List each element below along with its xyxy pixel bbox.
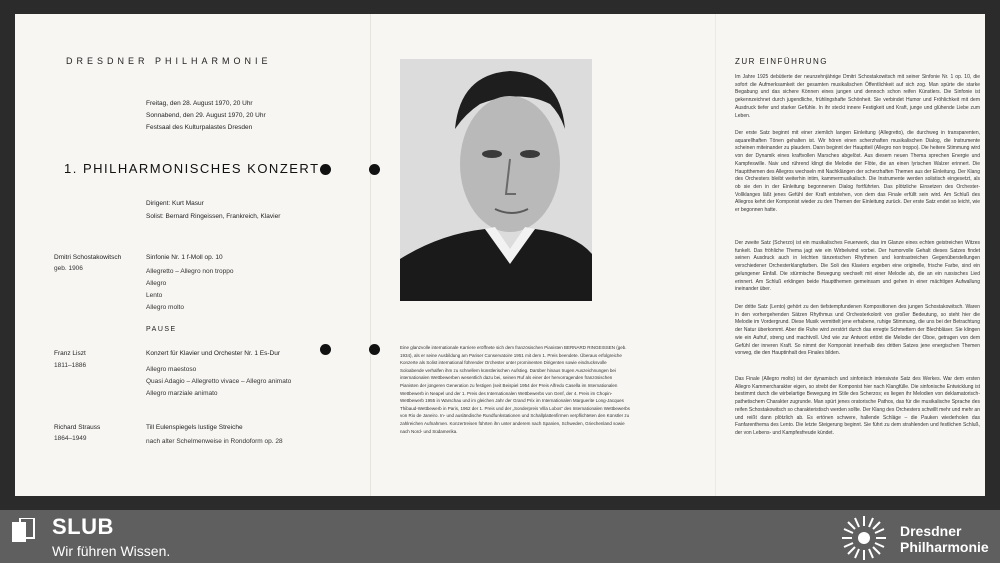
soloist-bio: Eine glanzvolle internationale Karriere eröffnete sich dem französischen Pianisten BERNARD RINGEISSEN (geb. 1934), als er seine Ausbildung am Pariser Conservatoire 1951 mit dem 1. Preis beendete. Überaus erfolgreiche Konzerte als Solist international führender Orchester unter prominenten Dirigenten sowie eindrucksvolle Soloabende verhalfen ihm zu schnellem künstlerischen Aufstieg. Darüber hinaus trugen Auszeichnungen bei internationalen Wettbewerben wesentlich dazu bei, seinen Ruf als einer der hervorragenden französischen Pianisten der jüngeren Generation zu festigen (seit Beispiel 1954 der Preis Alfredo Casella im Internationalen Wettbewerb in Neapel und der 1. Preis des Internationalen Wettbewerbs von Genf, der 4. Preis im Chopin-Wettbewerb 1955 in Warschau und im gleichen Jahr der Grand Prix im Internationalen Marguerite Long-Jacques Thibaud-Wettbewerb in Paris, 1962 der 1. Preis und der „Sonderpreis Villa Lobos“ des Internationalen Wettbewerbs von Rio de Janeiro. In- und ausländische Rundfunkstationen und Schallplattenfirmen verpflichteten den Künstler zu zahlreichen Aufnahmen. Konzertreisen führten ihn unter anderem nach Spanien, Schweden, Griechenland sowie nach Nord- und Südamerika. bbox=[400, 345, 630, 434]
movement: Quasi Adagio – Allegretto vivace – Allegro animato bbox=[146, 378, 292, 385]
composer-name: Dmitri Schostakowitsch bbox=[54, 254, 122, 261]
pause-label: PAUSE bbox=[146, 326, 177, 333]
movement: nach alter Schelmenweise in Rondoform op. 28 bbox=[146, 438, 283, 445]
movement: Allegro maestoso bbox=[146, 366, 197, 373]
intro-paragraph: Der dritte Satz (Lento) gehört zu den tiefstempfundenen Kompositionen des jungen Schostakowitsch. Waren in den vorhergehenden Sätzen Rhythmus und Orchesterkolorit von großer Bedeutung, so steht hier die Melodie im Vordergrund. Diese Musik vermittelt jene erhabene, ruhige Stimmung, die uns bei der Betrachtung der Natur überkommt. Aber die Ruhe wird zerstört durch das erregte Schmettern der Blechbläser. Sie klingen wie ein Aufruf, streng und machtvoll. Und wie zur Antwort ertönt die Melodie der Oboe, getragen von dem Gefühl der inneren Kraft. So nimmt der Komponist innerhalb des dritten Satzes jene energischen Themen vorweg, die den Hauptinhalt des Finales bilden. bbox=[735, 304, 980, 357]
portrait-photo bbox=[400, 59, 592, 301]
work-title: Konzert für Klavier und Orchester Nr. 1 Es-Dur bbox=[146, 350, 281, 357]
portrait-illustration bbox=[400, 59, 592, 301]
composer-name: Franz Liszt bbox=[54, 350, 86, 357]
concert-title: 1. PHILHARMONISCHES KONZERT bbox=[64, 161, 320, 176]
philharmonie-logo-icon bbox=[840, 514, 888, 562]
fold-line bbox=[715, 14, 716, 496]
fold-line bbox=[370, 14, 371, 496]
punch-hole bbox=[369, 164, 380, 175]
punch-hole bbox=[369, 344, 380, 355]
program-sheet bbox=[15, 14, 985, 496]
movement: Allegro marziale animato bbox=[146, 390, 218, 397]
intro-heading: ZUR EINFÜHRUNG bbox=[735, 57, 828, 66]
work-title: Till Eulenspiegels lustige Streiche bbox=[146, 424, 243, 431]
work-title: Sinfonie Nr. 1 f-Moll op. 10 bbox=[146, 254, 223, 261]
punch-hole bbox=[320, 344, 331, 355]
concert-date: Freitag, den 28. August 1970, 20 Uhr bbox=[146, 100, 253, 107]
composer-dates: 1864–1949 bbox=[54, 435, 87, 442]
movement: Allegretto – Allegro non troppo bbox=[146, 268, 234, 275]
intro-paragraph: Der erste Satz beginnt mit einer ziemlich langen Einleitung (Allegretto), die durchweg in transparenten, aquarellhaften Tönen gehalten ist. Wir hören einen scherzhaften musikalischen Dialog, die Instrumente scheinen miteinander zu plaudern. Dann beginnt der Hauptteil (Allegro non troppo). Die heitere Stimmung wird von der Dynamik eines kraftvollen Marsches abgelöst. Aus diesem neuen Thema sprechen Energie und Kampfeswille. Naiv und rührend klingt die Melodie der Flöte, die an einen lyrischen Walzer erinnert. Die Hauptthemen des Allegros wechseln mit Nachklängen der scherzhaften Themen aus der Einleitung. Der Klang des Orchesters bleibt weiterhin intim, kammermusikalisch. Die Instrumente werden solistisch eingesetzt, als ob sie den in der Einleitung begonnenen Dialog fortführten. Das plötzliche Einsetzen des Orchester-Vollklanges läßt jenes Gefühl der Kraft entstehen, von dem das Finale erfüllt sein wird. Am Schluß des Allegros kehrt der Komponist wieder zu den Themen der Einleitung zurück. Der erste Satz endet so leicht, wie er begonnen hatte. bbox=[735, 130, 980, 214]
slub-tagline: Wir führen Wissen. bbox=[52, 543, 171, 559]
composer-dates: geb. 1906 bbox=[54, 265, 83, 272]
composer-name: Richard Strauss bbox=[54, 424, 101, 431]
footer-bar bbox=[0, 510, 1000, 563]
movement: Allegro molto bbox=[146, 304, 184, 311]
concert-date: Sonnabend, den 29. August 1970, 20 Uhr bbox=[146, 112, 266, 119]
philharmonie-name-line1[interactable]: Dresdner bbox=[900, 523, 962, 539]
venue: Festsaal des Kulturpalastes Dresden bbox=[146, 124, 253, 131]
composer-dates: 1811–1886 bbox=[54, 362, 87, 369]
movement: Lento bbox=[146, 292, 163, 299]
intro-paragraph: Das Finale (Allegro molto) ist der dynamisch und sinfonisch intensivste Satz des Werkes. War dem ersten Allegro Kammercharakter eigen, so strebt der Komponist hier nach Klangfülle. Die sinfonische Entwicklung ist bestimmt durch die wirbelartige Bewegung im Stile des Scherzos; es liegen ihr Melodien von deklamatorisch-pathetischem Charakter zugrunde. Man spürt jenes oratorische Pathos, das für die musikalische Sprache des reifen Schostakowitsch so charakteristisch werden sollte. Der Klang des Orchesters schwillt mehr und mehr an und reißt dann plötzlich ab. Es ertönen schwere, hallende Schläge – die Pauken wiederholen das Fanfarenthema des Lento. Die letzte Steigerung beginnt. Sie führt zu dem strahlenden und festlichen Schluß, der von Lebens- und Kampfesfreude kündet. bbox=[735, 376, 980, 436]
punch-hole bbox=[320, 164, 331, 175]
soloist: Solist: Bernard Ringeissen, Frankreich, Klavier bbox=[146, 213, 281, 220]
orchestra-name: DRESDNER PHILHARMONIE bbox=[66, 56, 272, 66]
philharmonie-name-line2[interactable]: Philharmonie bbox=[900, 539, 989, 555]
intro-paragraph: Der zweite Satz (Scherzo) ist ein musikalisches Feuerwerk, das im Glanze eines echten geistreichen Witzes funkelt. Das fröhliche Thema jagt wie ein Wirbelwind vorbei. Der humorvolle Gehalt dieses Satzes findet seinen Ausdruck auch in leichten tänzerischen Rhythmen und kontrastreichen Gegenüberstellungen verschiedener Orchesterklangfarben. Die Soli des Klaviers ergeben eine originelle, frische Farbe, sind ein gelungener Einfall. Die stürmische Bewegung wechselt mit einer Melodie ab, die an ein russisches Lied erinnert. Am Schluß erklingen beide Hauptthemen gemeinsam und gehen in einer mächtigen Aufwallung ineinander über. bbox=[735, 240, 980, 293]
slub-logo-icon bbox=[12, 518, 36, 544]
slub-brand[interactable]: SLUB bbox=[52, 514, 114, 539]
movement: Allegro bbox=[146, 280, 167, 287]
intro-paragraph: Im Jahre 1925 debütierte der neunzehnjährige Dmitri Schostakowitsch mit seiner Sinfonie Nr. 1 op. 10, die sofort die Aufmerksamkeit der gesamten musikalischen Öffentlichkeit auf sich zog. Man spürte die starke Begabung und das sichere Können eines jungen und dennoch schon reifen Künstlers. Die Sinfonie ist gekennzeichnet durch jugendliche, frühlingshafte Schönheit. Sie verbindet Humor und Fröhlichkeit mit dem Ausdruck tiefer und starker Gefühle. In ihr steckt innere Festigkeit und Kraft, junge und glühende Liebe zum Leben. bbox=[735, 74, 980, 119]
conductor: Dirigent: Kurt Masur bbox=[146, 200, 204, 207]
